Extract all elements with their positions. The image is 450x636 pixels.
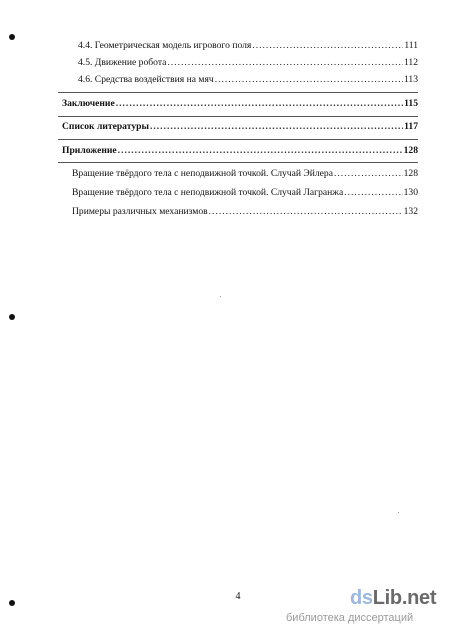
toc-entry-title: Вращение твёрдого тела с неподвижной точкой. Случай Эйлера [72, 168, 333, 179]
scan-speck [398, 512, 399, 513]
toc-entry-title: Заключение [62, 98, 115, 109]
toc-leader-dots [118, 145, 403, 157]
toc-entry-page: 128 [403, 168, 418, 179]
toc-leader-dots [215, 74, 403, 86]
toc-entry-conclusion[interactable] [62, 98, 418, 110]
toc-entry[interactable] [78, 74, 418, 86]
toc-entry-title: 4.5. Движение робота [78, 57, 167, 68]
toc-leader-dots [344, 187, 402, 199]
toc-leader-dots [334, 168, 403, 180]
toc-entry-title: Примеры различных механизмов [72, 206, 208, 217]
toc-entry-page: 130 [403, 187, 418, 198]
toc-separator [58, 162, 418, 163]
toc-entry-title: Вращение твёрдого тела с неподвижной точкой. Случай Лагранжа [72, 187, 344, 198]
toc-entry-page: 111 [404, 40, 418, 51]
watermark-logo[interactable] [350, 587, 436, 610]
watermark-caption: библиотека диссертаций [286, 612, 414, 624]
toc-entry-page: 113 [403, 74, 418, 85]
watermark-brand-part2: Lib.net [372, 587, 437, 609]
toc-entry-title: Приложение [62, 145, 117, 156]
toc-entry-references[interactable] [62, 121, 418, 133]
toc-entry[interactable] [72, 206, 418, 218]
toc-separator [58, 116, 418, 117]
scan-speck [220, 296, 221, 297]
toc-leader-dots [116, 98, 403, 110]
toc-entry-appendix[interactable] [62, 145, 418, 157]
toc-entry-title: 4.6. Средства воздействия на мяч [78, 74, 214, 85]
page-number: 4 [235, 591, 241, 602]
toc-entry[interactable] [78, 40, 418, 52]
toc-leader-dots [209, 206, 403, 218]
toc-entry[interactable] [78, 57, 418, 69]
toc-entry-page: 117 [404, 121, 418, 132]
hole-punch-mark-icon [9, 314, 15, 320]
toc-separator [58, 92, 418, 93]
toc-leader-dots [252, 40, 403, 52]
toc-leader-dots [150, 121, 403, 133]
toc-entry[interactable] [72, 187, 418, 199]
hole-punch-mark-icon [9, 600, 15, 606]
toc-entry-title: Список литературы [62, 121, 149, 132]
toc-entry-page: 132 [403, 206, 418, 217]
watermark-brand-part1: ds [350, 587, 373, 609]
hole-punch-mark-icon [9, 34, 15, 40]
toc-entry-title: 4.4. Геометрическая модель игрового поля [78, 40, 252, 51]
toc-entry[interactable] [72, 168, 418, 180]
toc-entry-page: 128 [403, 145, 418, 156]
toc-entry-page: 112 [403, 57, 418, 68]
toc-leader-dots [167, 57, 403, 69]
toc-entry-page: 115 [404, 98, 418, 109]
toc-separator [58, 139, 418, 140]
